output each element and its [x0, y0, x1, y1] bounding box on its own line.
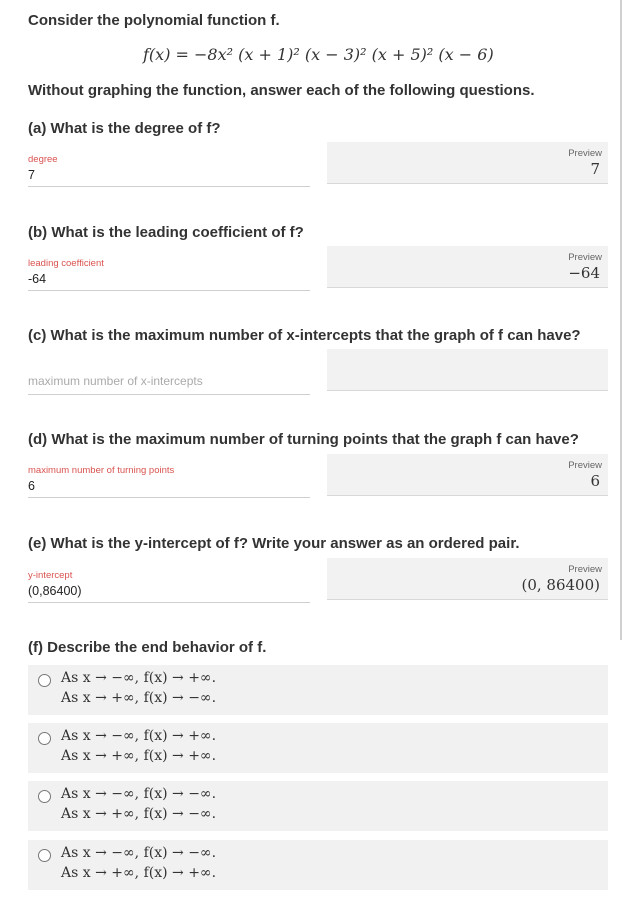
option-line-2: As x → +∞, f(x) → +∞. [61, 748, 217, 764]
option-line-2: As x → +∞, f(x) → −∞. [61, 690, 217, 706]
degree-label: degree [28, 154, 58, 165]
instructions: Without graphing the function, answer each of the following questions. [28, 82, 535, 99]
degree-field[interactable] [28, 154, 310, 187]
preview-label: Preview [568, 564, 602, 575]
preview-label: Preview [568, 252, 602, 263]
question-e: (e) What is the y-intercept of f? Write your answer as an ordered pair. [28, 535, 520, 552]
preview-value: (0, 86400) [521, 576, 600, 594]
question-b: (b) What is the leading coefficient of f? [28, 224, 304, 241]
leading-coefficient-label: leading coefficient [28, 258, 104, 269]
question-d: (d) What is the maximum number of turning points that the graph f can have? [28, 431, 579, 448]
turning-points-field[interactable] [28, 465, 310, 498]
x-intercepts-placeholder[interactable]: maximum number of x-intercepts [28, 374, 203, 388]
turning-points-label: maximum number of turning points [28, 465, 175, 476]
leading-coefficient-preview [327, 246, 608, 288]
radio-button[interactable] [38, 790, 51, 803]
preview-value: −64 [568, 264, 600, 282]
preview-label: Preview [568, 460, 602, 471]
degree-preview [327, 142, 608, 184]
turning-points-preview [327, 454, 608, 496]
x-intercepts-field[interactable] [28, 374, 310, 395]
x-intercepts-preview [327, 349, 608, 391]
y-intercept-preview [327, 558, 608, 600]
preview-label: Preview [568, 148, 602, 159]
option-line-2: As x → +∞, f(x) → −∞. [61, 806, 217, 822]
y-intercept-value[interactable]: (0,86400) [28, 584, 82, 598]
option-line-1: As x → −∞, f(x) → −∞. [61, 786, 217, 802]
radio-button[interactable] [38, 674, 51, 687]
degree-value[interactable]: 7 [28, 168, 35, 182]
leading-coefficient-field[interactable] [28, 258, 310, 291]
end-behavior-option-2[interactable] [28, 723, 608, 773]
end-behavior-option-4[interactable] [28, 840, 608, 890]
radio-button[interactable] [38, 732, 51, 745]
question-c: (c) What is the maximum number of x-intercepts that the graph of f can have? [28, 327, 581, 344]
preview-value: 6 [590, 472, 600, 490]
y-intercept-field[interactable] [28, 570, 310, 603]
end-behavior-option-3[interactable] [28, 781, 608, 831]
preview-value: 7 [590, 160, 600, 178]
turning-points-value[interactable]: 6 [28, 479, 35, 493]
radio-button[interactable] [38, 849, 51, 862]
end-behavior-option-1[interactable] [28, 665, 608, 715]
intro-text: Consider the polynomial function f. [28, 12, 280, 29]
option-line-1: As x → −∞, f(x) → −∞. [61, 845, 217, 861]
question-f: (f) Describe the end behavior of f. [28, 639, 267, 656]
option-line-1: As x → −∞, f(x) → +∞. [61, 670, 217, 686]
y-intercept-label: y-intercept [28, 570, 73, 581]
leading-coefficient-value[interactable]: -64 [28, 272, 47, 286]
question-a: (a) What is the degree of f? [28, 120, 221, 137]
option-line-2: As x → +∞, f(x) → +∞. [61, 865, 217, 881]
polynomial-formula: f(x) = −8x² (x + 1)² (x − 3)² (x + 5)² (x − 6) [143, 45, 494, 64]
option-line-1: As x → −∞, f(x) → +∞. [61, 728, 217, 744]
